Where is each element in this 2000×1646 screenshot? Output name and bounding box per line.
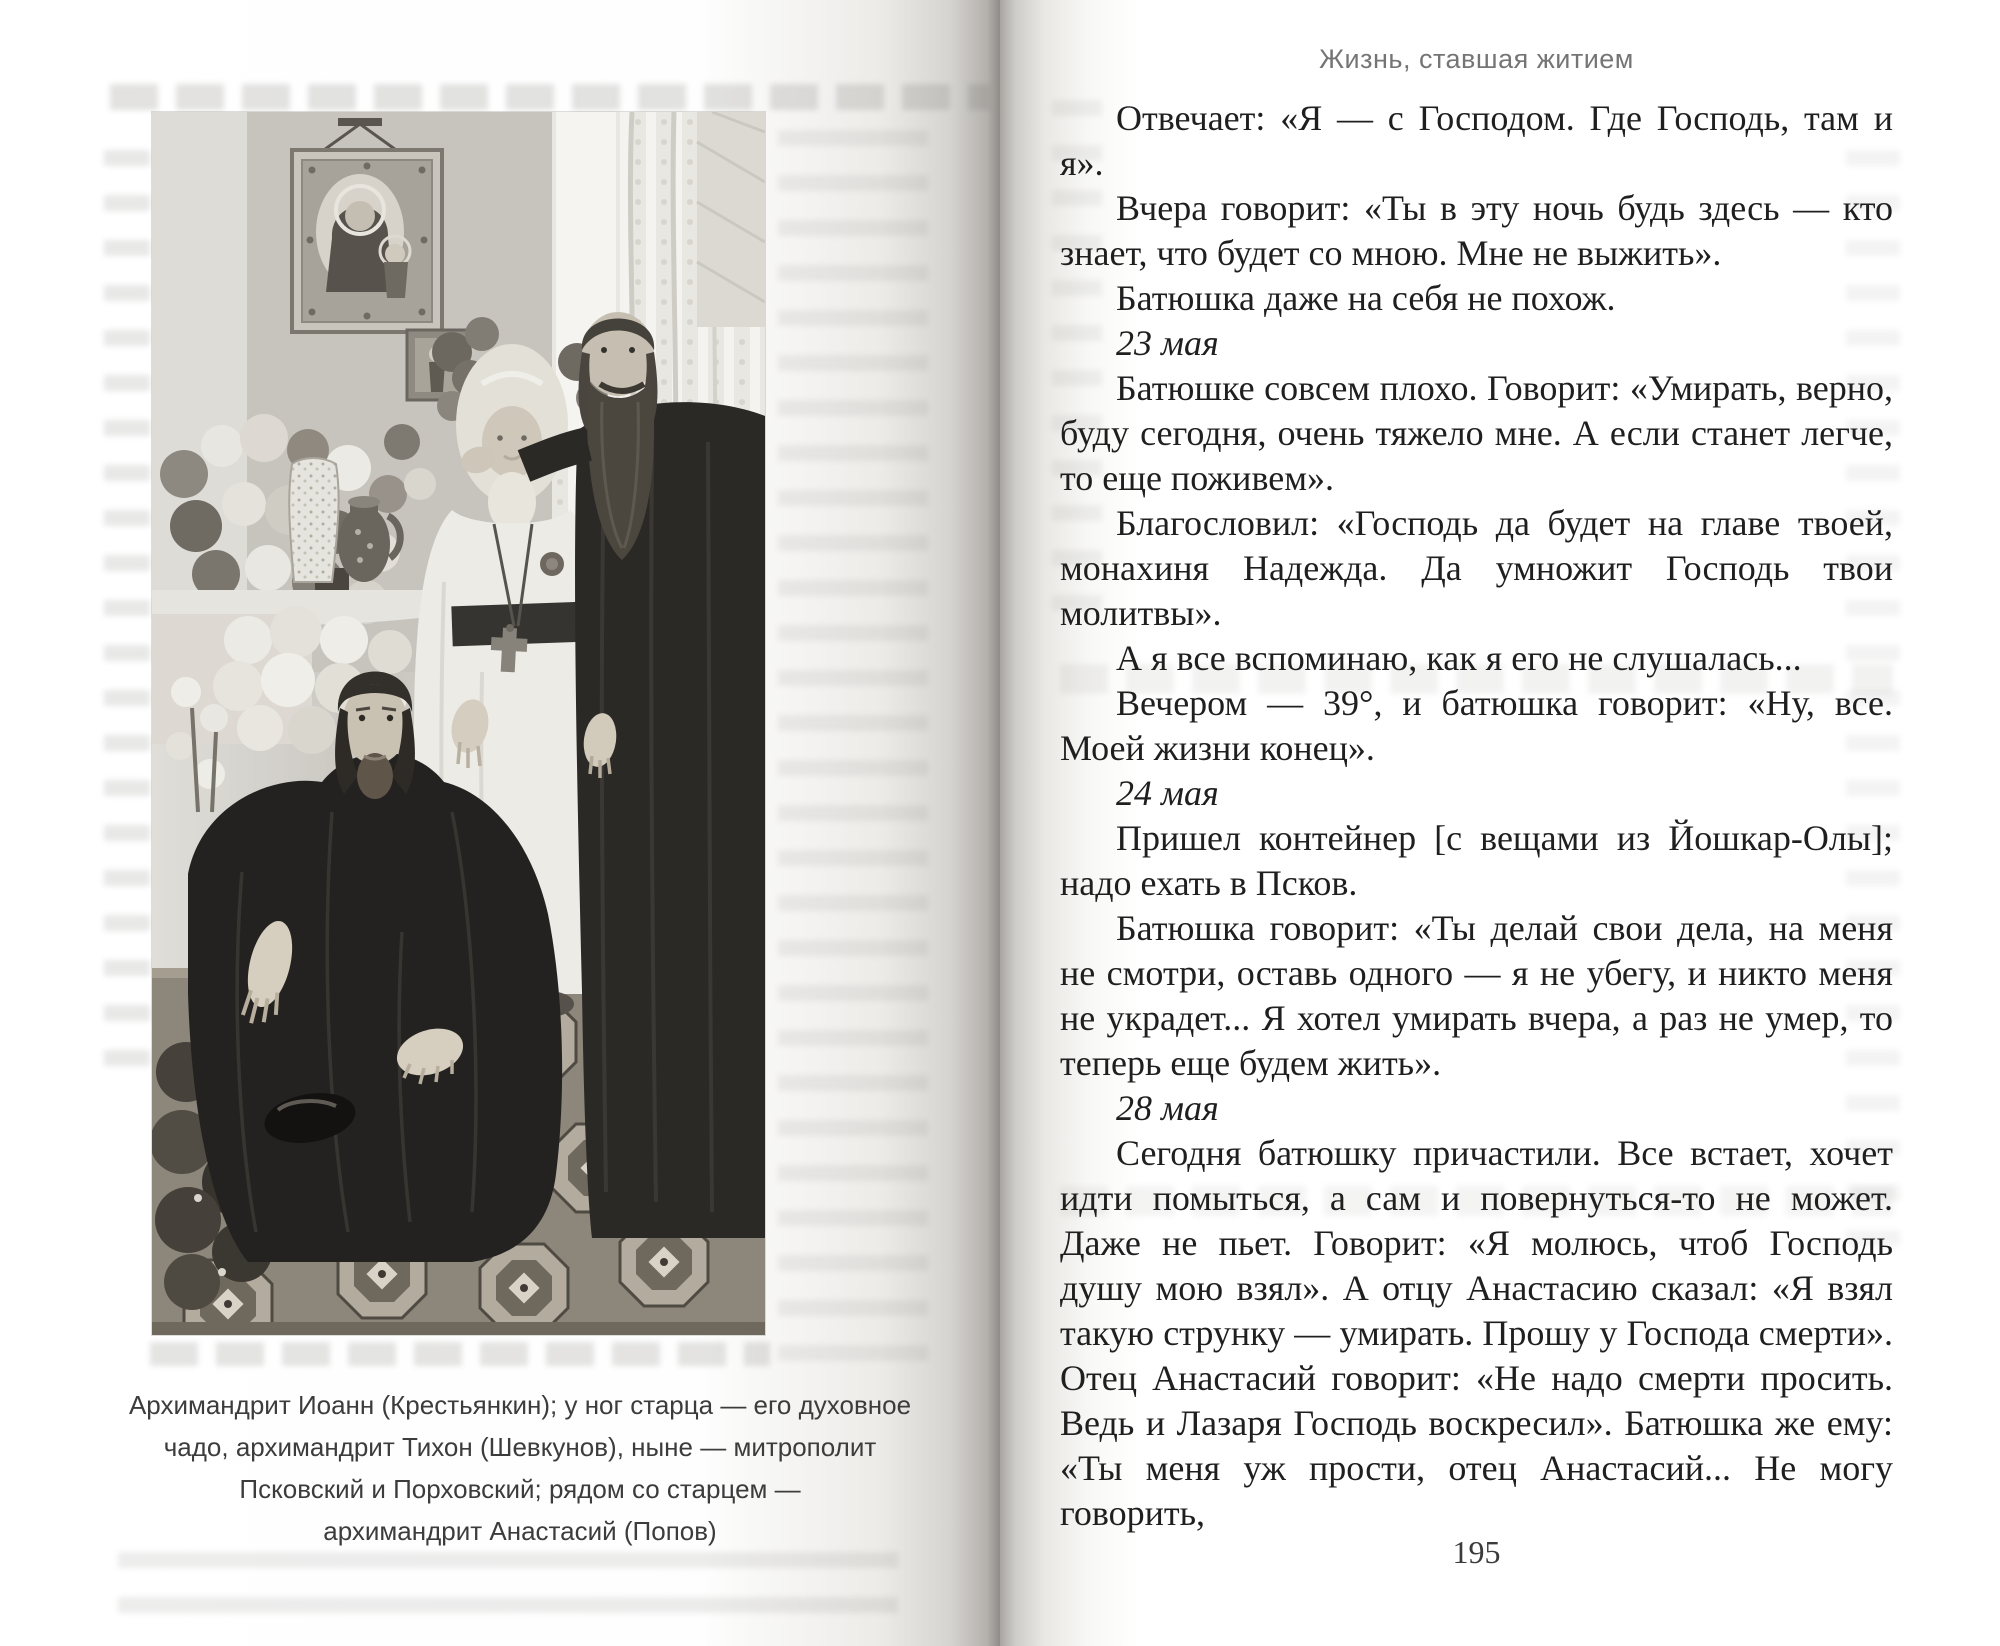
paragraph: Благословил: «Господь да будет на главе твоей, монахиня Надежда. Да умножит Господь твои молитвы». <box>1060 503 1893 633</box>
paragraph: Отвечает: «Я — с Господом. Где Господь, там и я». <box>1060 98 1893 183</box>
bleed-through-under-photo <box>150 1342 770 1366</box>
photograph-illustration <box>152 112 765 1335</box>
right-page <box>1000 0 2000 1646</box>
paragraph: Батюшка говорит: «Ты делай свои дела, на меня не смотри, оставь одного — я не убегу, и никто меня не украдет... Я хотел умирать вчера, а раз не умер, то теперь еще будем жить». <box>1060 908 1893 1083</box>
theotokos-icon <box>292 150 442 332</box>
page-number: 195 <box>1452 1534 1501 1570</box>
paragraph: А я все вспоминаю, как я его не слушалась... <box>1116 638 1802 678</box>
bleed-through-top-line <box>110 84 990 110</box>
diary-date: 24 мая <box>1116 773 1219 813</box>
paragraph: Сегодня батюшку причастили. Все встает, хочет идти помыться, а сам и повернуться-то не может. Даже не пьет. Говорит: «Я молюсь, чтоб Господь душу мою взял». А отцу Анастасию сказал: «Я взял такую струнку — умирать. Прошу у Господа смерти». Отец Анастасий говорит: «Не надо смерти просить. Ведь и Лазаря Господь воскресил». Батюшка же ему: «Ты меня уж прости, отец Анастасий... Не могу говорить, <box>1060 1133 1893 1533</box>
caption-line: Псковский и Порховский; рядом со старцем — <box>239 1474 801 1504</box>
body-text <box>1060 96 1893 1536</box>
paragraph: Батюшке совсем плохо. Говорит: «Умирать, верно, буду сегодня, очень тяжело мне. А если станет легче, то еще поживем». <box>1060 368 1893 498</box>
diary-date: 23 мая <box>1116 323 1219 363</box>
caption-line: чадо, архимандрит Тихон (Шевкунов), ныне — митрополит <box>163 1432 877 1462</box>
speckled-vase <box>289 458 338 582</box>
diary-date: 28 мая <box>1116 1088 1219 1128</box>
photo-caption <box>120 1384 920 1552</box>
caption-line: архимандрит Анастасий (Попов) <box>323 1516 717 1546</box>
caption-line: Архимандрит Иоанн (Крестьянкин); у ног старца — его духовное <box>128 1390 912 1420</box>
paragraph: Вчера говорит: «Ты в эту ночь будь здесь — кто знает, что будет со мною. Мне не выжить». <box>1060 188 1893 273</box>
bleed-through-bottom-lines <box>118 1552 898 1636</box>
paragraph: Батюшка даже на себя не похож. <box>1116 278 1616 318</box>
bleed-through-left-margin <box>104 150 150 1080</box>
photo-three-monks <box>152 112 765 1335</box>
paragraph: Пришел контейнер [с вещами из Йошкар-Олы]; надо ехать в Псков. <box>1060 818 1893 903</box>
running-head: Жизнь, ставшая житием <box>1319 44 1634 74</box>
bleed-through-right-margin <box>778 130 928 1380</box>
paragraph: Вечером — 39°, и батюшка говорит: «Ну, все. Моей жизни конец». <box>1060 683 1893 768</box>
